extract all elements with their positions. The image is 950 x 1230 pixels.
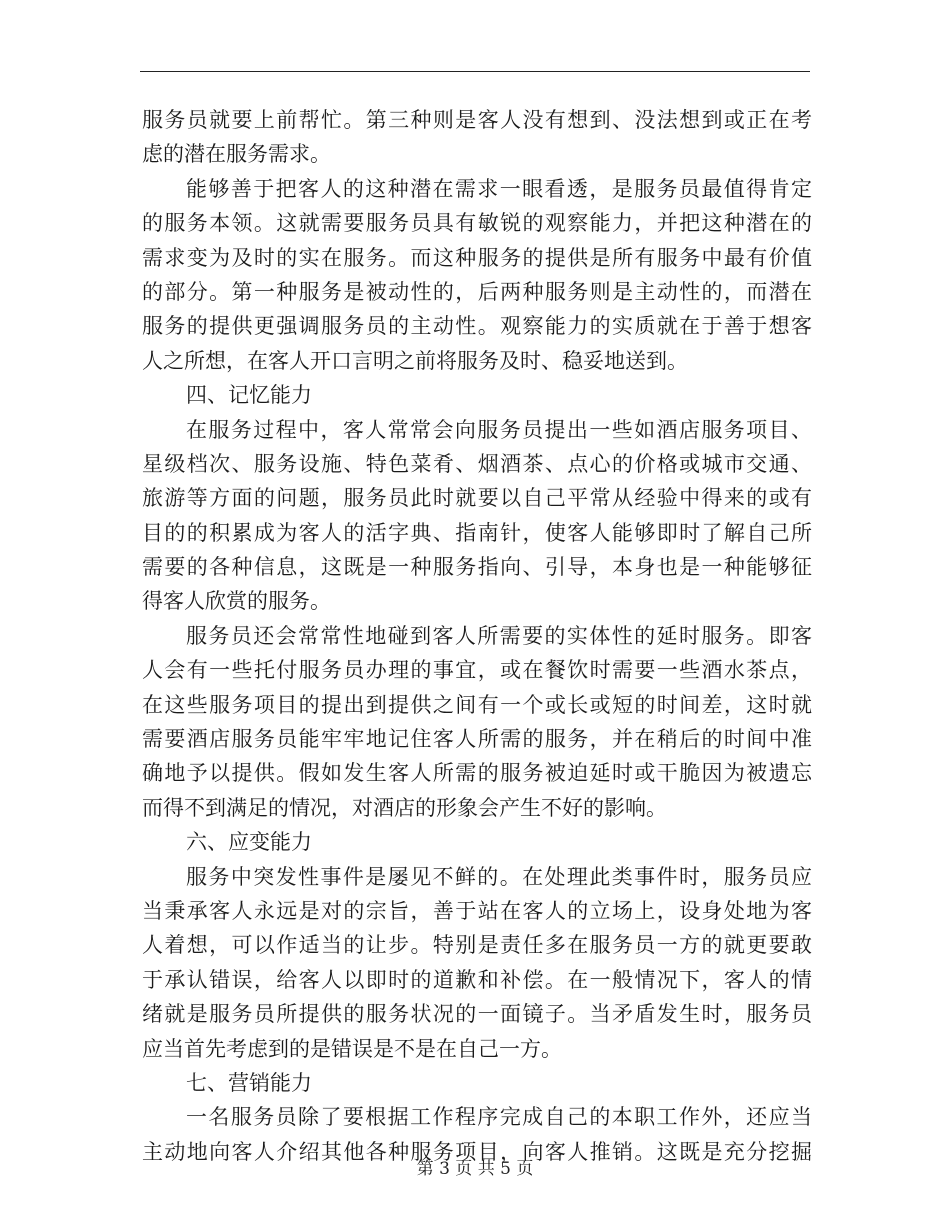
- text-line: 服务员还会常常性地碰到客人所需要的实体性的延时服务。即客: [186, 623, 812, 648]
- text-line: 能够善于把客人的这种潜在需求一眼看透，是服务员最值得肯定: [186, 176, 812, 201]
- header-rule: [140, 71, 810, 72]
- text-line: 得客人欣赏的服务。: [142, 589, 331, 614]
- text-line: 确地予以提供。假如发生客人所需的服务被迫延时或干脆因为被遗忘: [142, 761, 812, 786]
- text-line: 的部分。第一种服务是被动性的，后两种服务则是主动性的，而潜在: [142, 279, 812, 304]
- text-line: 当秉承客人永远是对的宗旨，善于站在客人的立场上，设身处地为客: [142, 898, 812, 923]
- text-line: 服务中突发性事件是屡见不鲜的。在处理此类事件时，服务员应: [186, 864, 812, 889]
- text-line: 一名服务员除了要根据工作程序完成自己的本职工作外，还应当: [186, 1105, 812, 1130]
- text-line: 于承认错误，给客人以即时的道歉和补偿。在一般情况下，客人的情: [142, 967, 812, 992]
- text-line: 需要酒店服务员能牢牢地记住客人所需的服务，并在稍后的时间中准: [142, 727, 812, 752]
- text-line: 的服务本领。这就需要服务员具有敏锐的观察能力，并把这种潜在的: [142, 211, 812, 236]
- text-line: 虑的潜在服务需求。: [142, 142, 331, 167]
- text-line: 绪就是服务员所提供的服务状况的一面镜子。当矛盾发生时，服务员: [142, 1002, 812, 1027]
- text-line: 在这些服务项目的提出到提供之间有一个或长或短的时间差，这时就: [142, 692, 812, 717]
- text-line: 应当首先考虑到的是错误是不是在自己一方。: [142, 1036, 562, 1061]
- text-line: 在服务过程中，客人常常会向服务员提出一些如酒店服务项目、: [186, 417, 812, 442]
- text-line: 六、应变能力: [186, 830, 312, 855]
- text-line: 四、记忆能力: [186, 383, 312, 408]
- document-body: [142, 103, 812, 1169]
- text-line: 主动地向客人介绍其他各种服务项目，向客人推销。这既是充分挖掘: [142, 1139, 812, 1164]
- text-line: 而得不到满足的情况，对酒店的形象会产生不好的影响。: [142, 795, 667, 820]
- text-line: 人着想，可以作适当的让步。特别是责任多在服务员一方的就更要敢: [142, 933, 812, 958]
- text-line: 人之所想，在客人开口言明之前将服务及时、稳妥地送到。: [142, 348, 688, 373]
- text-line: 星级档次、服务设施、特色菜肴、烟酒茶、点心的价格或城市交通、: [142, 451, 812, 476]
- text-line: 旅游等方面的问题，服务员此时就要以自己平常从经验中得来的或有: [142, 486, 812, 511]
- text-line: 服务员就要上前帮忙。第三种则是客人没有想到、没法想到或正在考: [142, 108, 812, 132]
- page-footer: 第 3 页 共 5 页: [416, 1159, 534, 1179]
- text-line: 服务的提供更强调服务员的主动性。观察能力的实质就在于善于想客: [142, 314, 812, 339]
- text-line: 目的的积累成为客人的活字典、指南针，使客人能够即时了解自己所: [142, 520, 812, 545]
- text-line: 七、营销能力: [186, 1070, 312, 1095]
- text-line: 人会有一些托付服务员办理的事宜，或在餐饮时需要一些酒水茶点，: [142, 658, 812, 683]
- text-line: 需求变为及时的实在服务。而这种服务的提供是所有服务中最有价值: [142, 245, 812, 270]
- text-line: 需要的各种信息，这既是一种服务指向、引导，本身也是一种能够征: [142, 555, 812, 580]
